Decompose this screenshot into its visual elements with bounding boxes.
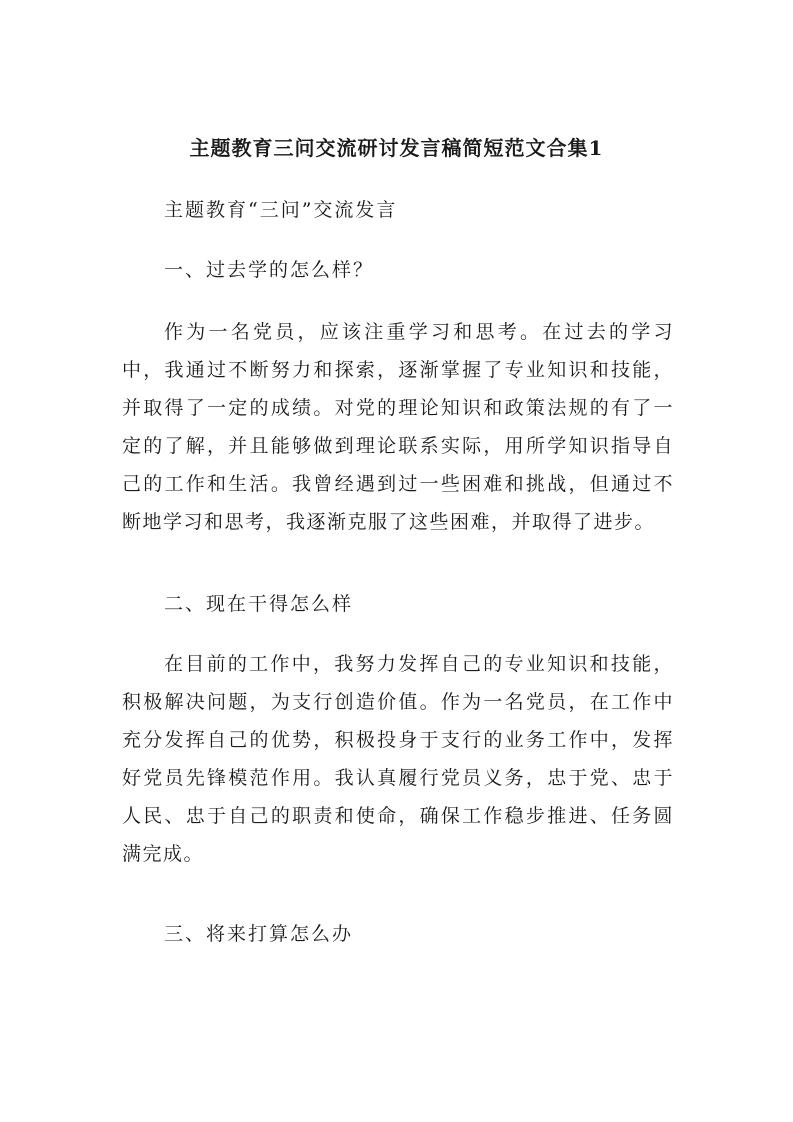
document-title: 主题教育三问交流研讨发言稿简短范文合集1 (189, 136, 604, 160)
section-heading-2: 二、现在干得怎么样 (164, 593, 354, 615)
section-heading-1: 一、过去学的怎么样？ (164, 259, 375, 281)
section-paragraph-1: 作为一名党员，应该注重学习和思考。在过去的学习中，我通过不断努力和探索，逐渐掌握了专业知识和技能，并取得了一定的成绩。对党的理论知识和政策法规的有了一定的了解，并且能够做到理论联系实际，用所学知识指导自己的工作和生活。我曾经遇到过一些困难和挑战，但通过不断地学习和思考，我逐渐克服了这些困难，并取得了进步。 (122, 321, 674, 533)
section-paragraph-2: 在目前的工作中，我努力发挥自己的专业知识和技能，积极解决问题，为支行创造价值。作为一名党员，在工作中充分发挥自己的优势，积极投身于支行的业务工作中，发挥好党员先锋模范作用。我认真履行党员义务，忠于党、忠于人民、忠于自己的职责和使命，确保工作稳步推进、任务圆满完成。 (122, 653, 674, 865)
document-subtitle: 主题教育“三问”交流发言 (164, 199, 398, 221)
section-heading-3: 三、将来打算怎么办 (164, 923, 354, 945)
